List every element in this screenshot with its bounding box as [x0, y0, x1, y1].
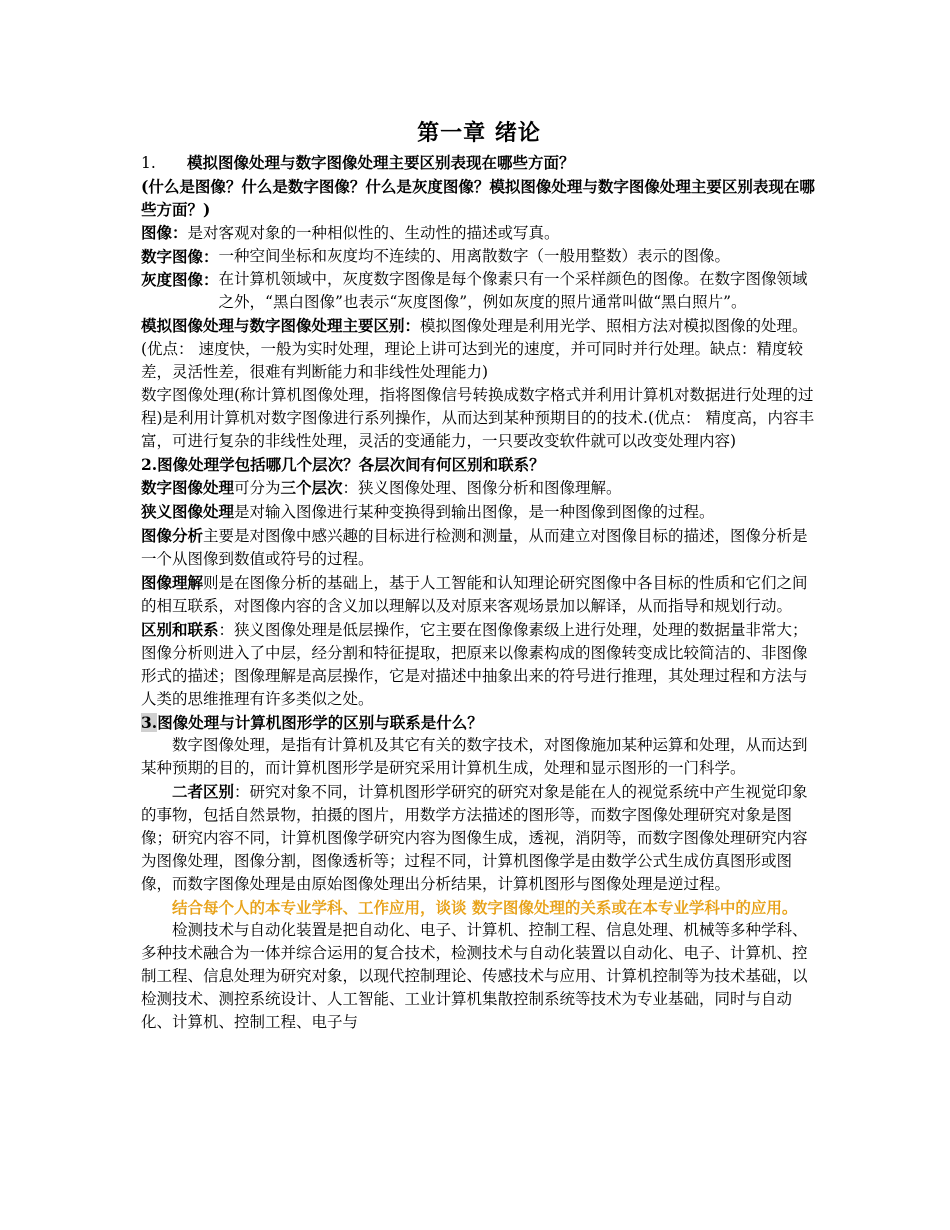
q3-diff-text: ：研究对象不同，计算机图形学研究的研究对象是能在人的视觉系统中产生视觉印象的事物，包括自然景物，拍摄的图片，用数学方法描述的图形等，而数字图像处理研究对象是图像；研究内容不同，计算机图像学研究内容为图像生成，透视，消阴等，而数字图像处理研究内容为图像处理，图像分割，图像透析等；过程不同，计算机图像学是由数学公式生成仿真图形或图像，而数字图像处理是由原始图像处理出分析结果，计算机图形与图像处理是逆过程。 [141, 783, 808, 893]
q2-relations-term: 区别和联系 [141, 620, 219, 639]
q2-relations-text: ：狭义图像处理是低层操作，它主要在图像像素级上进行处理，处理的数据量非常大；图像分析则进入了中层，经分割和特征提取，把原来以像素构成的图像转变成比较简洁的、非图像形式的描述；图像理解是高层操作，它是对描述中抽象出来的符号进行推理，其处理过程和方法与人类的思维推理有许多类似之处。 [141, 621, 808, 708]
q1-number: 1. [141, 154, 156, 172]
q2-levels-count: 三个层次 [280, 478, 343, 497]
diff-analog [141, 314, 817, 384]
diff-analog-text: 模拟图像处理是利用光学、照相方法对模拟图像的处理。(优点： 速度快，一般为实时处理，理论上讲可达到光的速度，并可同时并行处理。缺点：精度较差，灵活性差，很难有判断能力和非线性处理能力) [141, 317, 808, 381]
def-digital-image [141, 245, 817, 268]
q3-heading-text: 图像处理与计算机图形学的区别与联系是什么？ [157, 713, 483, 732]
q2-analysis-text: 主要是对图像中感兴趣的目标进行检测和测量，从而建立对图像目标的描述，图像分析是一个从图像到数值或符号的过程。 [141, 527, 808, 568]
def-image-text: 是对客观对象的一种相似性的、生动性的描述或写真。 [187, 224, 560, 242]
q2-heading: 2.图像处理学包括哪几个层次？各层次间有何区别和联系？ [141, 455, 545, 474]
q2-relations [141, 618, 817, 711]
diff-digital: 数字图像处理(称计算机图像处理，指将图像信号转换成数字格式并利用计算机对数据进行处理的过程)是利用计算机对数字图像进行系列操作，从而达到某种预期目的的技术.(优点： 精度高，内容丰富，可进行复杂的非线性处理，灵活的变通能力，一只要改变软件就可以改变处理内容) [141, 386, 814, 450]
q1-subheading: (什么是图像？什么是数字图像？什么是灰度图像？模拟图像处理与数字图像处理主要区别表现在哪些方面？) [141, 177, 815, 219]
q2-levels [141, 476, 817, 500]
q2-analysis [141, 524, 817, 571]
def-image [141, 221, 817, 245]
def-gray-text: 在计算机领域中，灰度数字图像是每个像素只有一个采样颜色的图像。在数字图像领域之外，“黑白图像”也表示“灰度图像”，例如灰度的照片通常叫做“黑白照片”。 [218, 270, 808, 311]
def-gray-label: 灰度图像： [141, 270, 219, 289]
def-digital-text: 一种空间坐标和灰度均不连续的、用离散数字（一般用整数）表示的图像。 [218, 247, 731, 265]
application-heading: 结合每个人的本专业学科、工作应用，谈谈 数字图像处理的关系或在本专业学科中的应用。 [172, 898, 798, 917]
q3-heading [141, 711, 817, 734]
q3-paragraph-2 [141, 780, 817, 896]
def-digital-label: 数字图像： [141, 247, 219, 266]
def-gray-image [141, 268, 817, 314]
q2-understanding-text: 则是在图像分析的基础上，基于人工智能和认知理论研究图像中各目标的性质和它们之间的相互联系，对图像内容的含义加以理解以及对原来客观场景加以解译，从而指导和规划行动。 [141, 574, 808, 615]
q2-narrow-processing [141, 500, 817, 524]
q2-levels-term: 数字图像处理 [141, 478, 235, 497]
document-page [141, 110, 817, 1034]
q2-narrow-text: 是对输入图像进行某种变换得到输出图像，是一种图像到图像的过程。 [234, 503, 715, 521]
diff-label: 模拟图像处理与数字图像处理主要区别 [141, 316, 405, 335]
q3-number: 3. [141, 713, 158, 732]
q1-heading [141, 151, 817, 175]
q1-heading-text: 模拟图像处理与数字图像处理主要区别表现在哪些方面？ [187, 153, 575, 172]
q2-narrow-term: 狭义图像处理 [141, 502, 235, 521]
chapter-title: 第一章 绪论 [417, 120, 541, 146]
application-paragraph: 检测技术与自动化装置是把自动化、电子、计算机、控制工程、信息处理、机械等多种学科、多种技术融合为一体并综合运用的复合技术，检测技术与自动化装置以自动化、电子、计算机、控制工程、信息处理为研究对象，以现代控制理论、传感技术与应用、计算机控制等为技术基础，以检测技术、测控系统设计、人工智能、工业计算机集散控制系统等技术为专业基础，同时与自动化、计算机、控制工程、电子与 [141, 921, 808, 1031]
q2-levels-text-a: 可分为 [234, 479, 281, 497]
q2-understanding-term: 图像理解 [141, 573, 204, 592]
def-image-label: 图像： [141, 223, 188, 242]
q3-diff-term: 二者区别 [172, 782, 235, 801]
q2-levels-text-b: ：狭义图像处理、图像分析和图像理解。 [342, 479, 622, 497]
q3-paragraph-1: 数字图像处理，是指有计算机及其它有关的数字技术，对图像施加某种运算和处理，从而达到某种预期的目的，而计算机图形学是研究采用计算机生成，处理和显示图形的一门科学。 [141, 736, 808, 777]
q2-understanding [141, 571, 817, 618]
diff-colon: ： [404, 316, 421, 335]
q2-analysis-term: 图像分析 [141, 526, 204, 545]
